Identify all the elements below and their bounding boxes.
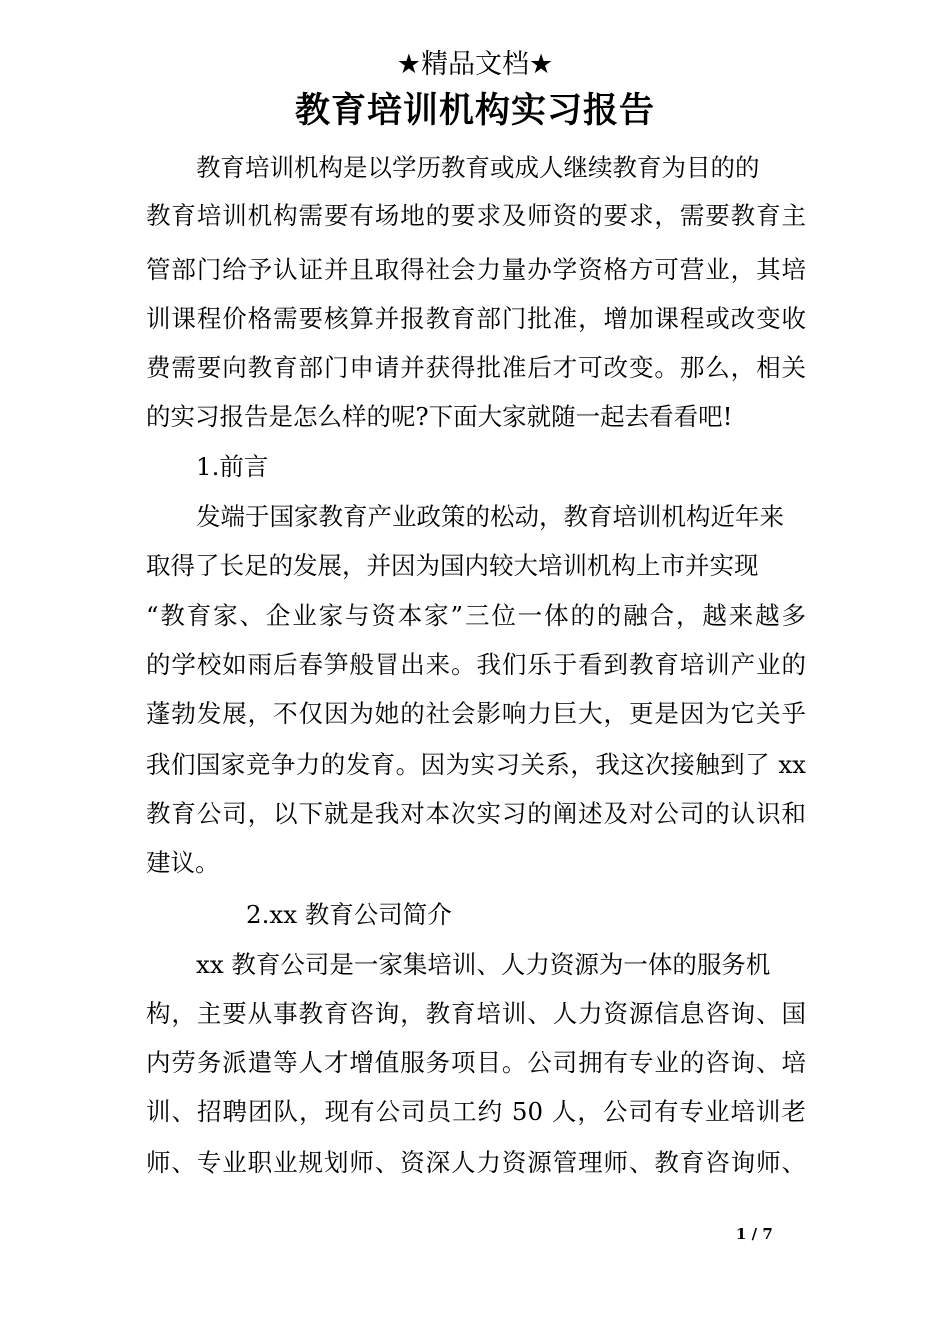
paragraph-line: 我们国家竞争力的发育。因为实习关系，我这次接触到了 xx [146, 750, 806, 779]
paragraph-line: 教育公司，以下就是我对本次实习的阐述及对公司的认识和 [146, 799, 806, 828]
paragraph-line: 师、专业职业规划师、资深人力资源管理师、教育咨询师、 [146, 1148, 806, 1177]
paragraph-line: 内劳务派遣等人才增值服务项目。公司拥有专业的咨询、培 [146, 1048, 806, 1077]
header-mark: ★精品文档★ [396, 49, 554, 80]
section-heading: 2.xx 教育公司简介 [246, 900, 452, 929]
paragraph-line: xx 教育公司是一家集培训、人力资源为一体的服务机 [196, 950, 771, 979]
paragraph-line: 的学校如雨后春笋般冒出来。我们乐于看到教育培训产业的 [146, 650, 806, 679]
paragraph-line: 教育培训机构是以学历教育或成人继续教育为目的的 [196, 153, 760, 182]
paragraph-line: 费需要向教育部门申请并获得批准后才可改变。那么，相关 [146, 353, 806, 382]
paragraph-line: “教育家、企业家与资本家”三位一体的的融合，越来越多 [146, 601, 806, 630]
paragraph-line: 蓬勃发展，不仅因为她的社会影响力巨大，更是因为它关乎 [146, 699, 806, 728]
document-title: 教育培训机构实习报告 [294, 90, 655, 131]
page-number: 1 / 7 [736, 1225, 773, 1243]
paragraph-line: 发端于国家教育产业政策的松动，教育培训机构近年来 [196, 502, 784, 531]
paragraph-line: 建议。 [146, 848, 220, 877]
paragraph-line: 训、招聘团队，现有公司员工约 50 人，公司有专业培训老 [146, 1097, 806, 1126]
paragraph-line: 的实习报告是怎么样的呢?下面大家就随一起去看看吧! [146, 402, 733, 431]
paragraph-line: 取得了长足的发展，并因为国内较大培训机构上市并实现 [146, 551, 759, 580]
section-heading: 1.前言 [196, 452, 269, 481]
paragraph-line: 训课程价格需要核算并报教育部门批准，增加课程或改变收 [146, 304, 806, 333]
paragraph-line: 构，主要从事教育咨询，教育培训、人力资源信息咨询、国 [146, 999, 806, 1028]
paragraph-line: 教育培训机构需要有场地的要求及师资的要求，需要教育主 [146, 201, 806, 230]
paragraph-line: 管部门给予认证并且取得社会力量办学资格方可营业，其培 [146, 255, 806, 284]
